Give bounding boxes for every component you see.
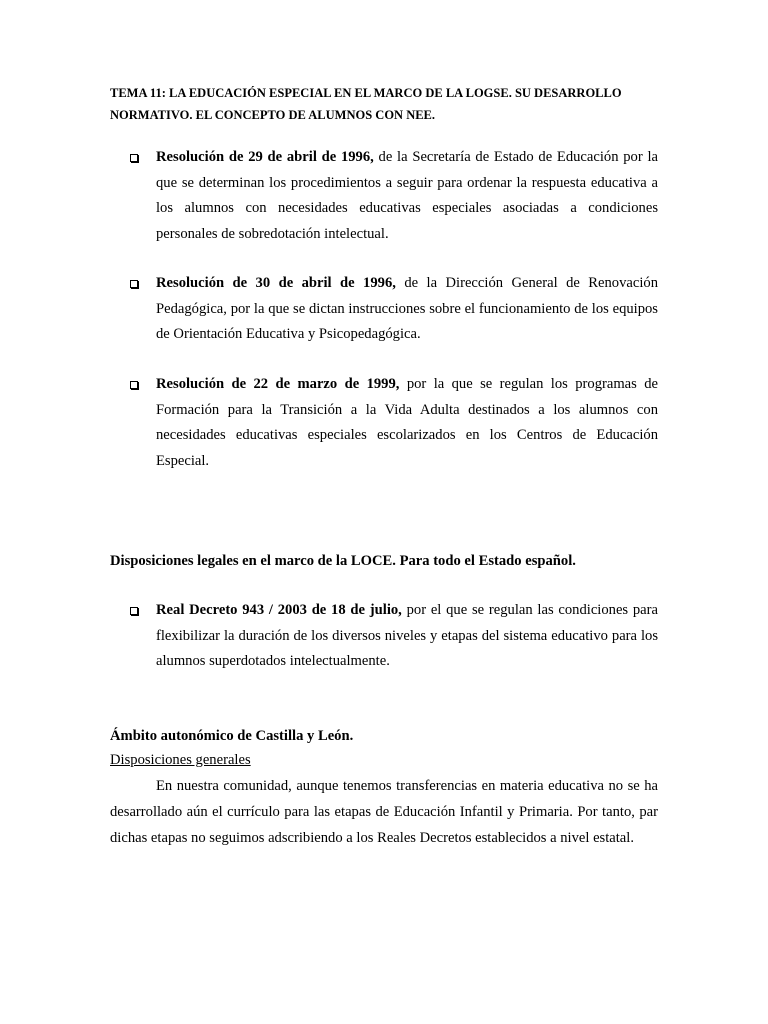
- autonomic-section-title: Ámbito autonómico de Castilla y León.: [110, 728, 354, 744]
- square-bullet-icon: [130, 280, 138, 288]
- document-header: [110, 82, 658, 126]
- list-item-body: de la Dirección General de Renovación Pedagógica, por la que se dictan instrucciones sobre el funcionamiento de los equipos de Orientación Educativa y Psicopedagógica.: [156, 275, 658, 342]
- list-item-text: [156, 372, 658, 474]
- list-item-body: por la que se regulan los programas de Formación para la Transición a la Vida Adulta destinados a los alumnos con necesidades educativas especiales escolarizados en los Centros de Educación Especial.: [156, 376, 659, 469]
- autonomic-paragraph: En nuestra comunidad, aunque tenemos transferencias en materia educativa no se ha desarrollado aún el currículo para las etapas de Educación Infantil y Primaria. Por tanto, par dichas etapas no seguimos adscribiendo a los Reales Decretos establecidos a nivel estatal.: [110, 778, 658, 846]
- disposiciones-generales-heading: Disposiciones generales: [110, 752, 251, 768]
- list-item: [130, 145, 658, 247]
- list-item-body: de la Secretaría de Estado de Educación por la que se determinan los procedimientos a seguir para ordenar la respuesta educativa a los alumnos con necesidades educativas especiales asociadas a condiciones personales de sobredotación intelectual.: [156, 149, 658, 242]
- list-item-bold: Resolución de 29 de abril de 1996,: [156, 149, 374, 165]
- header-line-1: TEMA 11: LA EDUCACIÓN ESPECIAL EN EL MARCO DE LA LOGSE. SU DESARROLLO: [110, 86, 622, 100]
- list-item-text: [156, 598, 658, 675]
- list-item-bold: Real Decreto 943 / 2003 de 18 de julio,: [156, 602, 402, 618]
- list-item: [130, 271, 658, 348]
- list-item-bold: Resolución de 30 de abril de 1996,: [156, 275, 396, 291]
- list-item-text: [156, 271, 658, 348]
- header-line-2: NORMATIVO. EL CONCEPTO DE ALUMNOS CON NEE.: [110, 108, 436, 122]
- list-item-text: [156, 145, 658, 247]
- list-item: [130, 598, 658, 675]
- square-bullet-icon: [130, 154, 138, 162]
- square-bullet-icon: [130, 381, 138, 389]
- loce-section-title: Disposiciones legales en el marco de la LOCE. Para todo el Estado español.: [110, 553, 576, 569]
- square-bullet-icon: [130, 607, 138, 615]
- list-item-body: por el que se regulan las condiciones para flexibilizar la duración de los diversos niveles y etapas del sistema educativo para los alumnos superdotados intelectualmente.: [156, 602, 658, 669]
- list-item-bold: Resolución de 22 de marzo de 1999,: [156, 376, 400, 392]
- list-item: [130, 372, 658, 474]
